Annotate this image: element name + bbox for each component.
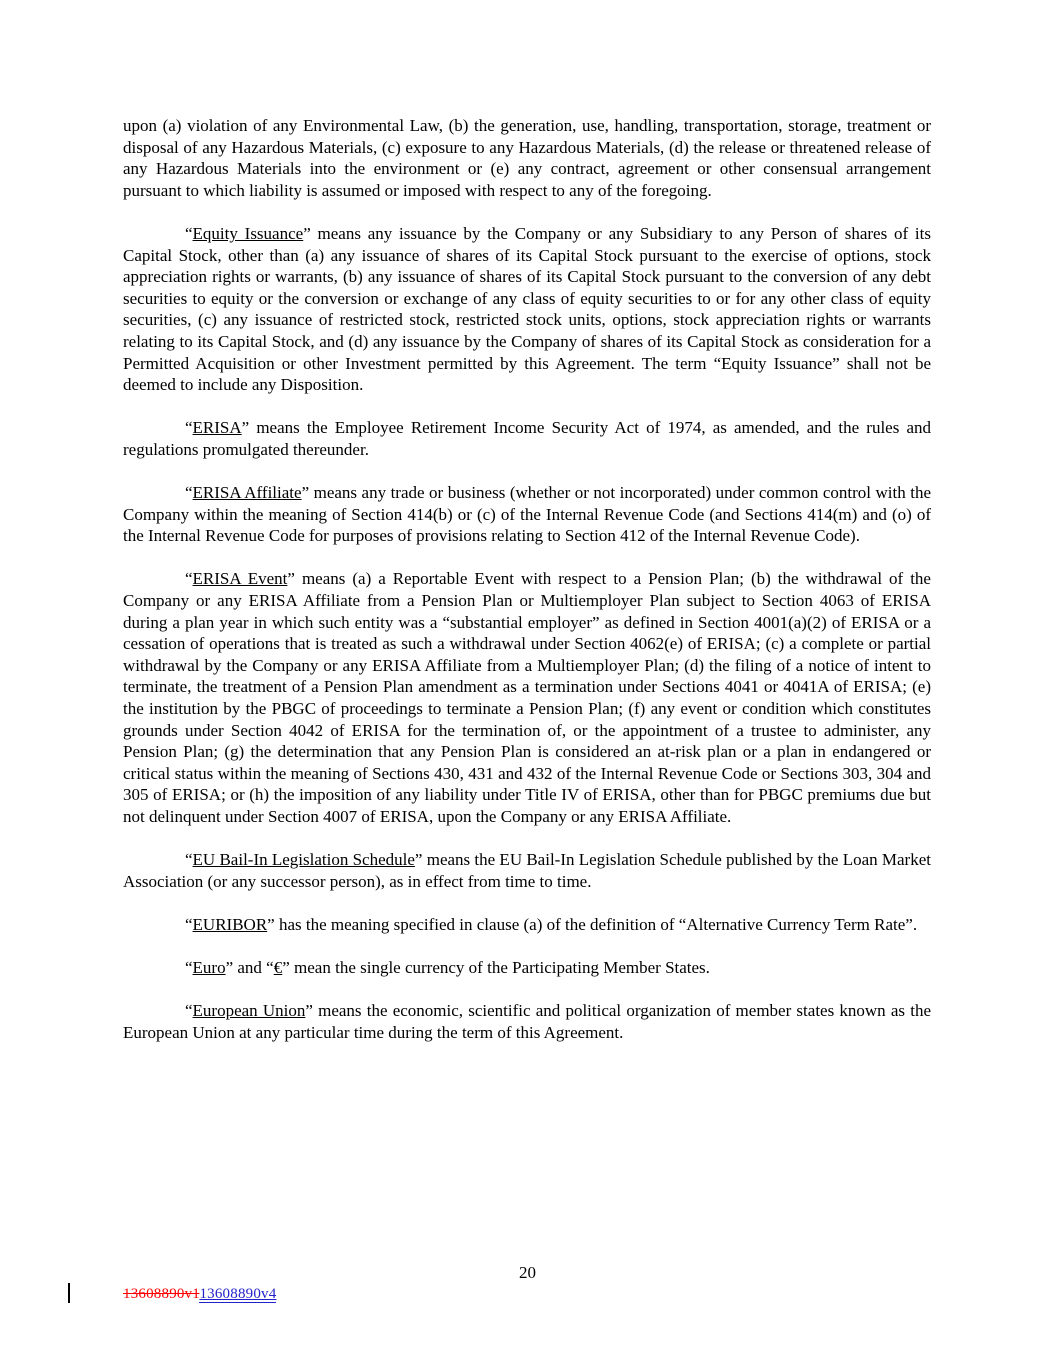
text-run: ” means the Employee Retirement Income Security Act of 1974, as amended, and the rules and regulations promulgated thereunder. [123,418,931,459]
paragraph [123,849,931,892]
text-run: ” means any issuance by the Company or any Subsidiary to any Person of shares of its Capital Stock, other than (a) any issuance of shares of its Capital Stock pursuant to the exercise of options, stock appreciation rights or warrants, (b) any issuance of shares of its Capital Stock pursuant to the conversion of any debt securities to equity or the conversion or exchange of any class of equity securities to or for any other class of equity securities, (c) any issuance of restricted stock, restricted stock units, options, stock appreciation rights or warrants relating to its Capital Stock, and (d) any issuance by the Company of shares of its Capital Stock as consideration for a Permitted Acquisition or other Investment permitted by this Agreement. The term “Equity Issuance” shall not be deemed to include any Disposition. [123,223,931,395]
paragraph [123,957,931,979]
text-run: “ [185,914,193,934]
paragraph [123,568,931,827]
defined-term: € [273,958,283,978]
defined-term: European Union [192,1001,306,1021]
text-run: “ [185,958,193,978]
revision-id-inserted: 13608890v4 [199,1286,277,1302]
text-run: “ [185,1001,193,1021]
text-run: ” means (a) a Reportable Event with respect to a Pension Plan; (b) the withdrawal of the Company or any ERISA Affiliate from a Pension Plan or Multiemployer Plan subject to Section 4063 of ERISA during a plan year in which such entity was a “substantial employer” as defined in Section 4001(a)(2) of ERISA or a cessation of operations that is treated as such a withdrawal under Section 4062(e) of ERISA; (c) a complete or partial withdrawal by the Company or any ERISA Affiliate from a Multiemployer Plan; (d) the filing of a notice of intent to terminate, the treatment of a Pension Plan amendment as a termination under Sections 4041 or 4041A of ERISA; (e) the institution by the PBGC of proceedings to terminate a Pension Plan; (f) any event or condition which constitutes grounds under Section 4042 of ERISA for the termination of, or the appointment of a trustee to administer, any Pension Plan; (g) the determination that any Pension Plan is considered an at-risk plan or a plan in endangered or critical status within the meaning of Sections 430, 431 and 432 of the Internal Revenue Code or Sections 303, 304 and 305 of ERISA; or (h) the imposition of any liability under Title IV of ERISA, other than for PBGC premiums due but not delinquent under Section 4007 of ERISA, upon the Company or any ERISA Affiliate. [123,569,931,826]
text-run: ” mean the single currency of the Participating Member States. [282,958,710,978]
paragraph [123,223,931,396]
page-number: 20 [519,1263,536,1282]
text-run: ” has the meaning specified in clause (a) of the definition of “Alternative Currency Term Rate”. [267,914,918,934]
document-body [123,115,931,1065]
revision-footer [123,1285,276,1303]
defined-term: ERISA Event [192,569,288,589]
text-run: “ [185,850,193,870]
text-run: “ [185,483,193,503]
paragraph [123,1000,931,1043]
defined-term: ERISA Affiliate [192,483,302,503]
text-run: ” and “ [225,958,274,978]
defined-term: Euro [192,958,226,978]
defined-term: EURIBOR [192,914,268,934]
paragraph [123,914,931,936]
text-run: ” means the economic, scientific and political organization of member states known as the European Union at any particular time during the term of this Agreement. [123,1001,931,1042]
defined-term: Equity Issuance [192,223,304,243]
defined-term: ERISA [192,418,242,438]
defined-term: EU Bail-In Legislation Schedule [192,850,415,870]
text-run: ” means the EU Bail-In Legislation Schedule published by the Loan Market Association (or any successor person), as in effect from time to time. [123,850,931,891]
change-bar [68,1283,70,1303]
paragraph [123,482,931,547]
text-run: “ [185,223,193,243]
text-run: “ [185,569,193,589]
text-run: “ [185,418,193,438]
text-run: upon (a) violation of any Environmental Law, (b) the generation, use, handling, transportation, storage, treatment or disposal of any Hazardous Materials, (c) exposure to any Hazardous Materials, (d) the release or threatened release of any Hazardous Materials into the environment or (e) any contract, agreement or other consensual arrangement pursuant to which liability is assumed or imposed with respect to any of the foregoing. [123,116,931,200]
text-run: ” means any trade or business (whether or not incorporated) under common control with the Company within the meaning of Section 414(b) or (c) of the Internal Revenue Code (and Sections 414(m) and (o) of the Internal Revenue Code for purposes of provisions relating to Section 412 of the Internal Revenue Code). [123,483,931,546]
paragraph [123,417,931,460]
paragraph [123,115,931,201]
revision-id-deleted: 13608890v1 [123,1286,200,1302]
